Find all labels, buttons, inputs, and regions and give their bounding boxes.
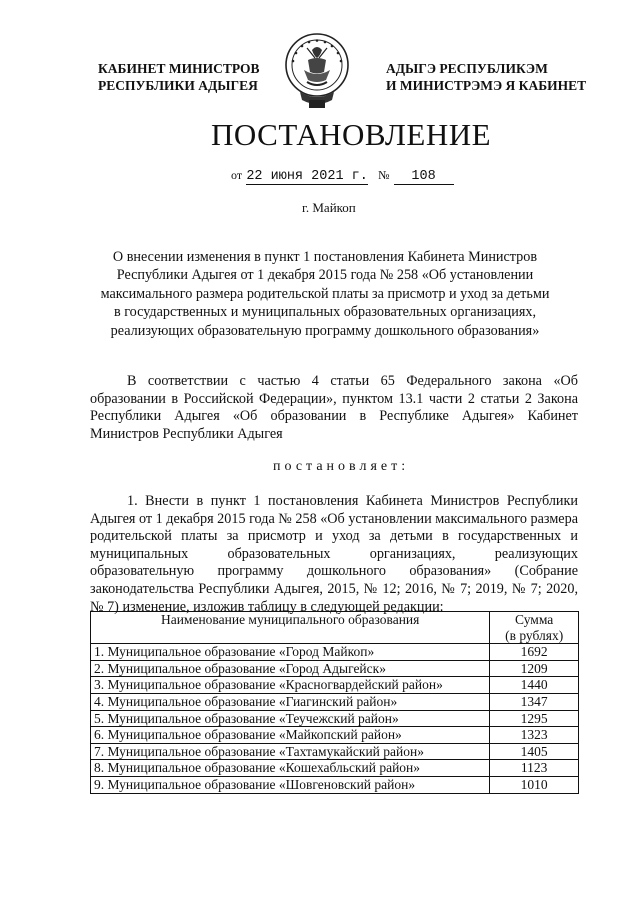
number-prefix: №: [378, 168, 390, 182]
municipality-name: 9. Муниципальное образование «Шовгеновский район»: [91, 776, 490, 793]
fee-amount: 1323: [490, 727, 579, 744]
document-number: 108: [394, 169, 454, 185]
table-row: [91, 760, 579, 777]
item-1: 1. Внести в пункт 1 постановления Кабинета Министров Республики Адыгея от 1 декабря 2015 года № 258 «Об установлении максимального размера родительской платы за присмотр и уход за детьми в государственных и муниципальных образовательных организациях, реализующих образовательную программу дошкольного образования» (Собрание законодательства Республики Адыгея, 2015, № 12; 2016, № 7; 2019, № 7; 2020, № 7) изменение, изложив таблицу в следующей редакции:: [90, 493, 578, 615]
fee-amount: 1405: [490, 743, 579, 760]
table-row: [91, 710, 579, 727]
municipality-name: 6. Муниципальное образование «Майкопский район»: [91, 727, 490, 744]
municipality-name: 3. Муниципальное образование «Красногвардейский район»: [91, 677, 490, 694]
subject-line: максимального размера родительской платы за присмотр и уход за детьми: [100, 285, 550, 302]
fee-amount: 1209: [490, 660, 579, 677]
fee-amount: 1692: [490, 644, 579, 661]
issuer-name-ady: [386, 60, 586, 94]
municipality-name: 1. Муниципальное образование «Город Майкоп»: [91, 644, 490, 661]
municipality-name: 7. Муниципальное образование «Тахтамукайский район»: [91, 743, 490, 760]
fee-amount: 1295: [490, 710, 579, 727]
fee-table: [90, 611, 579, 794]
issuer-line-2: РЕСПУБЛИКИ АДЫГЕЯ: [98, 78, 258, 93]
header-municipality: Наименование муниципального образования: [91, 612, 490, 644]
table-row: [91, 727, 579, 744]
city: г. Майкоп: [302, 200, 356, 215]
table-row: [91, 743, 579, 760]
table-row: [91, 644, 579, 661]
issuer-line-1: КАБИНЕТ МИНИСТРОВ: [98, 61, 260, 76]
municipality-name: 8. Муниципальное образование «Кошехабльский район»: [91, 760, 490, 777]
preamble: В соответствии с частью 4 статьи 65 Федерального закона «Об образовании в Российской Федерации», пунктом 13.1 части 2 статьи 2 Закона Республики Адыгея «Об образовании в Республике Адыгея» Кабинет Министров Республики Адыгея: [90, 373, 578, 442]
header-sum-line1: Сумма: [515, 612, 554, 627]
table-row: [91, 677, 579, 694]
date-prefix: от: [231, 168, 243, 182]
issuer-ady-line-1: АДЫГЭ РЕСПУБЛИКЭМ: [386, 61, 548, 76]
document-date: 22 июня 2021 г.: [246, 169, 368, 184]
document-subject: [86, 248, 564, 340]
subject-line: реализующих образовательную программу дошкольного образования»: [110, 322, 540, 339]
fee-amount: 1010: [490, 776, 579, 793]
header-sum: [490, 612, 579, 644]
header-sum-line2: (в рублях): [505, 627, 564, 643]
municipality-name: 2. Муниципальное образование «Город Адыгейск»: [91, 660, 490, 677]
municipality-name: 5. Муниципальное образование «Теучежский район»: [91, 710, 490, 727]
date-line: [231, 166, 454, 185]
table-row: [91, 660, 579, 677]
fee-amount: 1347: [490, 693, 579, 710]
resolves-heading: постановляет:: [273, 459, 410, 474]
issuer-ady-line-2: И МИНИСТРЭМЭ Я КАБИНЕТ: [386, 78, 587, 93]
subject-line: в государственных и муниципальных образовательных организациях,: [113, 304, 537, 321]
fee-amount: 1440: [490, 677, 579, 694]
document-title: ПОСТАНОВЛЕНИЕ: [211, 117, 492, 152]
issuer-name-ru: [98, 60, 260, 94]
subject-line: О внесении изменения в пункт 1 постановления Кабинета Министров: [112, 249, 538, 265]
municipality-name: 4. Муниципальное образование «Гиагинский район»: [91, 693, 490, 710]
coat-of-arms-icon: [282, 30, 352, 114]
table-row: [91, 776, 579, 793]
table-row: [91, 693, 579, 710]
subject-line: Республики Адыгея от 1 декабря 2015 года № 258 «Об установлении: [116, 267, 534, 284]
table-header-row: [91, 612, 579, 644]
fee-amount: 1123: [490, 760, 579, 777]
